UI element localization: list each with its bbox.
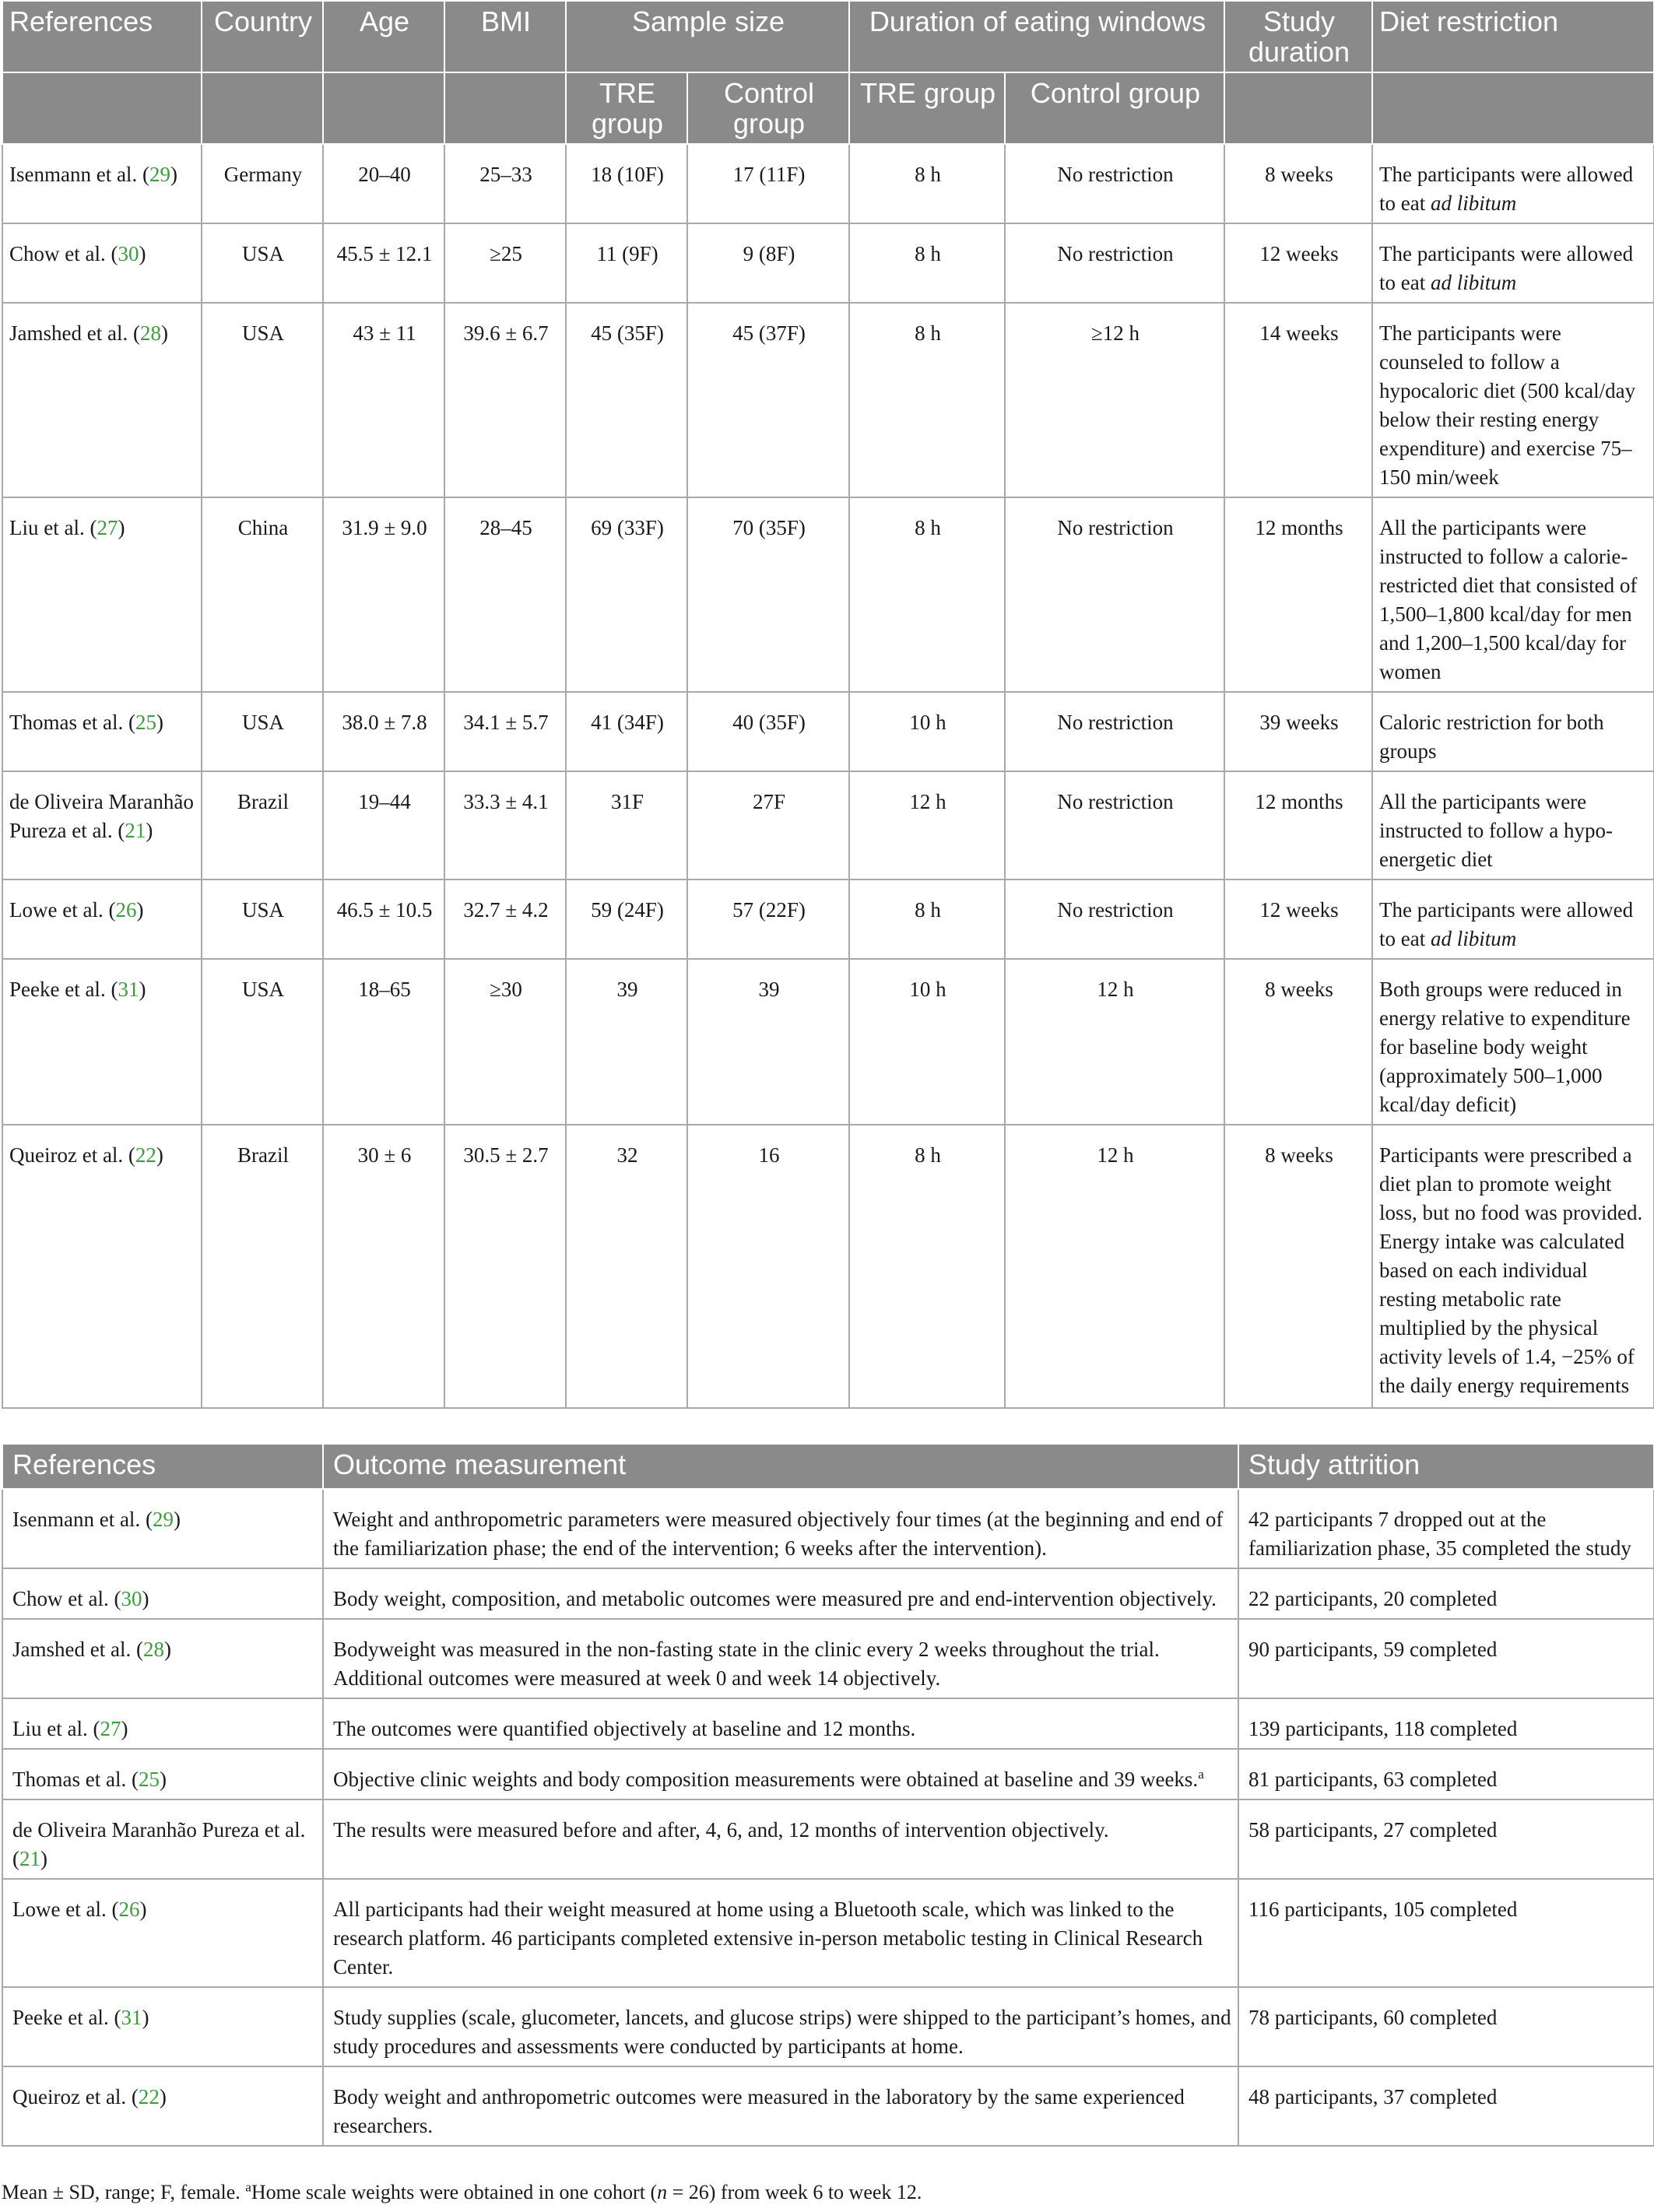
cell-reference (2, 1698, 323, 1749)
header-study-attrition: Study attrition (1238, 1444, 1654, 1489)
header-references: References (2, 1444, 323, 1489)
cell-country: USA (202, 880, 323, 959)
reference-close: ) (142, 2006, 149, 2029)
outcome-text: The outcomes were quantified objectively at baseline and 12 months. (333, 1717, 916, 1740)
footnote-text: Home scale weights were obtained in one cohort ( (251, 2181, 658, 2203)
table-row (2, 1125, 1654, 1408)
table-row (2, 1568, 1654, 1619)
cell-bmi: 25–33 (444, 144, 566, 223)
cell-sample-control: 45 (37F) (687, 303, 849, 497)
cell-outcome-measurement (323, 1489, 1238, 1568)
footnote-n: n (657, 2181, 668, 2203)
reference-author: Queiroz et al. ( (9, 1143, 135, 1167)
diet-text: All the participants were instructed to follow a calorie-restricted diet that consisted of 1,500–1,800 kcal/day for men and 1,200–1,500 kcal/day for women (1379, 516, 1638, 683)
cell-reference (2, 1749, 323, 1799)
reference-link[interactable]: 22 (135, 1143, 156, 1167)
reference-link[interactable]: 29 (152, 1508, 174, 1531)
table-row (2, 303, 1654, 497)
footnote-text: = 26) from week 6 to week 12. (667, 2181, 922, 2203)
cell-study-duration: 12 months (1224, 497, 1372, 692)
diet-text: The participants were allowed to eat (1379, 242, 1634, 294)
reference-author: Thomas et al. ( (12, 1768, 139, 1791)
cell-country: Brazil (202, 771, 323, 880)
header-references: References (2, 1, 202, 72)
cell-study-attrition: 81 participants, 63 completed (1238, 1749, 1654, 1799)
outcome-text: Weight and anthropometric parameters were measured objectively four times (at the beginning and end of the familiarization phase; the end of the intervention; 6 weeks after the intervention). (333, 1508, 1224, 1560)
cell-diet-restriction (1372, 959, 1654, 1125)
cell-sample-tre: 31F (566, 771, 687, 880)
cell-reference (2, 959, 202, 1125)
cell-study-duration: 12 weeks (1224, 880, 1372, 959)
cell-study-duration: 14 weeks (1224, 303, 1372, 497)
cell-window-control: No restriction (1005, 880, 1224, 959)
table-row (2, 2066, 1654, 2146)
cell-window-control: No restriction (1005, 692, 1224, 771)
cell-study-attrition: 116 participants, 105 completed (1238, 1879, 1654, 1987)
cell-window-control: 12 h (1005, 959, 1224, 1125)
reference-author: Lowe et al. ( (12, 1898, 119, 1921)
reference-link[interactable]: 30 (118, 242, 139, 265)
reference-close: ) (146, 819, 153, 842)
diet-text: Participants were prescribed a diet plan to promote weight loss, but no food was provided. Energy intake was calculated based on each individual resting metabolic rate multiplied by the physical activity levels of 1.4, −25% of the daily energy requirements (1379, 1143, 1643, 1397)
reference-link[interactable]: 22 (138, 2085, 160, 2108)
cell-reference (2, 303, 202, 497)
table-row (2, 223, 1654, 303)
cell-study-attrition: 48 participants, 37 completed (1238, 2066, 1654, 2146)
reference-close: ) (159, 2085, 167, 2108)
reference-link[interactable]: 27 (100, 1717, 121, 1740)
cell-window-control: ≥12 h (1005, 303, 1224, 497)
cell-diet-restriction (1372, 497, 1654, 692)
table-row (2, 692, 1654, 771)
cell-bmi: 33.3 ± 4.1 (444, 771, 566, 880)
cell-country: Germany (202, 144, 323, 223)
cell-diet-restriction (1372, 692, 1654, 771)
reference-link[interactable]: 31 (118, 978, 139, 1001)
cell-diet-restriction (1372, 771, 1654, 880)
cell-window-tre: 10 h (849, 692, 1005, 771)
diet-text-italic: ad libitum (1430, 271, 1517, 294)
cell-reference (2, 1619, 323, 1698)
cell-sample-tre: 41 (34F) (566, 692, 687, 771)
cell-age: 20–40 (323, 144, 444, 223)
cell-reference (2, 1879, 323, 1987)
reference-author: Queiroz et al. ( (12, 2085, 139, 2108)
outcome-text: Body weight, composition, and metabolic outcomes were measured pre and end-intervention objectively. (333, 1587, 1217, 1610)
cell-bmi: 28–45 (444, 497, 566, 692)
cell-sample-tre: 59 (24F) (566, 880, 687, 959)
reference-author: Peeke et al. ( (9, 978, 118, 1001)
study-characteristics-table (2, 0, 1654, 1409)
cell-sample-control: 70 (35F) (687, 497, 849, 692)
header-bmi: BMI (444, 1, 566, 72)
table-row (2, 959, 1654, 1125)
outcome-text: All participants had their weight measured at home using a Bluetooth scale, which was linked to the research platform. 46 participants completed extensive in-person metabolic testing in Clinical Research Center. (333, 1898, 1203, 1979)
diet-text: The participants were allowed to eat (1379, 163, 1634, 215)
cell-reference (2, 497, 202, 692)
reference-close: ) (170, 163, 177, 186)
cell-window-tre: 10 h (849, 959, 1005, 1125)
subheader-window-control: Control group (1005, 72, 1224, 144)
cell-bmi: ≥25 (444, 223, 566, 303)
subheader-sample-tre: TRE group (566, 72, 687, 144)
reference-author: Isenmann et al. ( (9, 163, 149, 186)
cell-window-control: No restriction (1005, 223, 1224, 303)
cell-bmi: 30.5 ± 2.7 (444, 1125, 566, 1408)
cell-outcome-measurement (323, 1879, 1238, 1987)
cell-reference (2, 692, 202, 771)
cell-reference (2, 1568, 323, 1619)
reference-close: ) (40, 1847, 47, 1870)
reference-link[interactable]: 31 (121, 2006, 142, 2029)
cell-bmi: 34.1 ± 5.7 (444, 692, 566, 771)
cell-bmi: ≥30 (444, 959, 566, 1125)
reference-close: ) (173, 1508, 181, 1531)
cell-country: USA (202, 959, 323, 1125)
reference-author: Chow et al. ( (9, 242, 118, 265)
cell-diet-restriction (1372, 1125, 1654, 1408)
cell-reference (2, 1489, 323, 1568)
header-country: Country (202, 1, 323, 72)
diet-text: The participants were counseled to follow a hypocaloric diet (500 kcal/day below their resting energy expenditure) and exercise 75–150 min/week (1379, 321, 1636, 489)
reference-link[interactable]: 21 (125, 819, 146, 842)
cell-sample-tre: 69 (33F) (566, 497, 687, 692)
header-diet-restriction: Diet restriction (1372, 1, 1654, 72)
cell-age: 45.5 ± 12.1 (323, 223, 444, 303)
reference-close: ) (142, 1587, 149, 1610)
subheader-empty (444, 72, 566, 144)
header-age: Age (323, 1, 444, 72)
cell-country: Brazil (202, 1125, 323, 1408)
cell-window-control: No restriction (1005, 497, 1224, 692)
cell-age: 31.9 ± 9.0 (323, 497, 444, 692)
outcome-text: Bodyweight was measured in the non-fasting state in the clinic every 2 weeks throughout the trial. Additional outcomes were measured at week 0 and week 14 objectively. (333, 1638, 1160, 1690)
cell-country: China (202, 497, 323, 692)
cell-sample-tre: 39 (566, 959, 687, 1125)
cell-window-tre: 8 h (849, 303, 1005, 497)
reference-close: ) (121, 1717, 128, 1740)
outcome-attrition-table (2, 1443, 1654, 2147)
cell-study-duration: 8 weeks (1224, 144, 1372, 223)
reference-author: Liu et al. ( (9, 516, 97, 539)
cell-diet-restriction (1372, 303, 1654, 497)
cell-reference (2, 1987, 323, 2066)
cell-window-tre: 12 h (849, 771, 1005, 880)
cell-study-duration: 8 weeks (1224, 1125, 1372, 1408)
subheader-empty (1372, 72, 1654, 144)
cell-reference (2, 1799, 323, 1879)
reference-close: ) (139, 1898, 147, 1921)
cell-outcome-measurement (323, 1698, 1238, 1749)
cell-window-tre: 8 h (849, 223, 1005, 303)
reference-link[interactable]: 28 (142, 1638, 164, 1661)
cell-sample-control: 40 (35F) (687, 692, 849, 771)
cell-sample-control: 57 (22F) (687, 880, 849, 959)
cell-diet-restriction (1372, 144, 1654, 223)
subheader-empty (202, 72, 323, 144)
reference-author: Lowe et al. ( (9, 898, 116, 922)
subheader-empty (323, 72, 444, 144)
cell-window-tre: 8 h (849, 880, 1005, 959)
reference-author: de Oliveira Maranhão Pureza et al. ( (12, 1818, 306, 1870)
cell-outcome-measurement (323, 1619, 1238, 1698)
cell-age: 38.0 ± 7.8 (323, 692, 444, 771)
cell-study-attrition: 78 participants, 60 completed (1238, 1987, 1654, 2066)
reference-author: Liu et al. ( (12, 1717, 100, 1740)
table-row (2, 771, 1654, 880)
cell-window-control: No restriction (1005, 144, 1224, 223)
cell-study-duration: 12 months (1224, 771, 1372, 880)
reference-author: Isenmann et al. ( (12, 1508, 153, 1531)
cell-sample-control: 27F (687, 771, 849, 880)
reference-close: ) (156, 1143, 163, 1167)
cell-age: 18–65 (323, 959, 444, 1125)
outcome-text: The results were measured before and after, 4, 6, and, 12 months of intervention objectively. (333, 1818, 1109, 1842)
reference-author: de Oliveira Maranhão Pureza et al. ( (9, 790, 194, 842)
header-sample-size: Sample size (566, 1, 849, 72)
cell-sample-tre: 18 (10F) (566, 144, 687, 223)
outcome-text: Body weight and anthropometric outcomes were measured in the laboratory by the same experienced researchers. (333, 2085, 1185, 2137)
reference-close: ) (163, 1638, 171, 1661)
cell-study-attrition: 139 participants, 118 completed (1238, 1698, 1654, 1749)
table-row (2, 1489, 1654, 1568)
cell-sample-control: 17 (11F) (687, 144, 849, 223)
cell-study-duration: 12 weeks (1224, 223, 1372, 303)
diet-text-italic: ad libitum (1430, 191, 1517, 215)
diet-text: The participants were allowed to eat (1379, 898, 1634, 950)
reference-author: Jamshed et al. ( (12, 1638, 143, 1661)
cell-outcome-measurement (323, 2066, 1238, 2146)
reference-close: ) (139, 978, 146, 1001)
subheader-sample-control: Control group (687, 72, 849, 144)
cell-sample-tre: 32 (566, 1125, 687, 1408)
reference-close: ) (156, 711, 163, 734)
header-duration-eating-windows: Duration of eating windows (849, 1, 1224, 72)
reference-link[interactable]: 30 (121, 1587, 142, 1610)
cell-age: 43 ± 11 (323, 303, 444, 497)
cell-sample-control: 9 (8F) (687, 223, 849, 303)
cell-reference (2, 1125, 202, 1408)
cell-study-attrition: 58 participants, 27 completed (1238, 1799, 1654, 1879)
diet-text: All the participants were instructed to follow a hypo-energetic diet (1379, 790, 1613, 871)
cell-study-attrition: 42 participants 7 dropped out at the familiarization phase, 35 completed the study (1238, 1489, 1654, 1568)
table-row (2, 1799, 1654, 1879)
table-row (2, 144, 1654, 223)
outcome-text: Study supplies (scale, glucometer, lancets, and glucose strips) were shipped to the participant’s homes, and study procedures and assessments were conducted by participants at home. (333, 2006, 1231, 2058)
table-row (2, 1987, 1654, 2066)
diet-text: Caloric restriction for both groups (1379, 711, 1604, 763)
cell-bmi: 39.6 ± 6.7 (444, 303, 566, 497)
reference-link[interactable]: 27 (97, 516, 118, 539)
cell-country: USA (202, 692, 323, 771)
cell-reference (2, 2066, 323, 2146)
cell-study-attrition: 22 participants, 20 completed (1238, 1568, 1654, 1619)
footnote-text: Mean ± SD, range; F, female. (2, 2181, 246, 2203)
cell-window-tre: 8 h (849, 1125, 1005, 1408)
reference-link[interactable]: 25 (138, 1768, 160, 1791)
subheader-window-tre: TRE group (849, 72, 1005, 144)
reference-close: ) (139, 242, 146, 265)
cell-window-tre: 8 h (849, 497, 1005, 692)
outcome-footnote-marker: a (1198, 1767, 1204, 1782)
reference-link[interactable]: 21 (19, 1847, 40, 1870)
reference-close: ) (160, 321, 168, 345)
cell-diet-restriction (1372, 223, 1654, 303)
cell-sample-control: 16 (687, 1125, 849, 1408)
cell-reference (2, 771, 202, 880)
subheader-empty (2, 72, 202, 144)
footnote-marker: a (245, 2179, 251, 2195)
cell-country: USA (202, 223, 323, 303)
cell-outcome-measurement (323, 1987, 1238, 2066)
cell-outcome-measurement (323, 1749, 1238, 1799)
cell-outcome-measurement (323, 1799, 1238, 1879)
cell-window-control: No restriction (1005, 771, 1224, 880)
cell-country: USA (202, 303, 323, 497)
cell-sample-tre: 45 (35F) (566, 303, 687, 497)
reference-link[interactable]: 29 (149, 163, 170, 186)
cell-outcome-measurement (323, 1568, 1238, 1619)
reference-close: ) (159, 1768, 167, 1791)
reference-author: Peeke et al. ( (12, 2006, 121, 2029)
reference-link[interactable]: 28 (139, 321, 161, 345)
outcome-text: Objective clinic weights and body composition measurements were obtained at baseline and 39 weeks. (333, 1768, 1199, 1791)
reference-author: Chow et al. ( (12, 1587, 121, 1610)
reference-link[interactable]: 26 (118, 1898, 140, 1921)
table-footnote (2, 2179, 1652, 2206)
subheader-empty (1224, 72, 1372, 144)
table-row (2, 1749, 1654, 1799)
cell-age: 46.5 ± 10.5 (323, 880, 444, 959)
cell-study-duration: 8 weeks (1224, 959, 1372, 1125)
reference-close: ) (118, 516, 125, 539)
diet-text: Both groups were reduced in energy relative to expenditure for baseline body weight (approximately 500–1,000 kcal/day deficit) (1379, 978, 1631, 1116)
cell-window-tre: 8 h (849, 144, 1005, 223)
cell-age: 30 ± 6 (323, 1125, 444, 1408)
cell-age: 19–44 (323, 771, 444, 880)
reference-link[interactable]: 26 (115, 898, 137, 922)
cell-diet-restriction (1372, 880, 1654, 959)
diet-text-italic: ad libitum (1430, 927, 1517, 950)
header-outcome-measurement: Outcome measurement (323, 1444, 1238, 1489)
reference-author: Thomas et al. ( (9, 711, 135, 734)
cell-sample-tre: 11 (9F) (566, 223, 687, 303)
cell-window-control: 12 h (1005, 1125, 1224, 1408)
reference-author: Jamshed et al. ( (9, 321, 140, 345)
cell-study-attrition: 90 participants, 59 completed (1238, 1619, 1654, 1698)
reference-close: ) (136, 898, 144, 922)
table-row (2, 497, 1654, 692)
table-row (2, 1619, 1654, 1698)
cell-sample-control: 39 (687, 959, 849, 1125)
cell-study-duration: 39 weeks (1224, 692, 1372, 771)
cell-reference (2, 880, 202, 959)
table-row (2, 880, 1654, 959)
cell-reference (2, 223, 202, 303)
table-row (2, 1698, 1654, 1749)
cell-bmi: 32.7 ± 4.2 (444, 880, 566, 959)
cell-reference (2, 144, 202, 223)
reference-link[interactable]: 25 (135, 711, 156, 734)
header-study-duration: Study duration (1224, 1, 1372, 72)
table-row (2, 1879, 1654, 1987)
